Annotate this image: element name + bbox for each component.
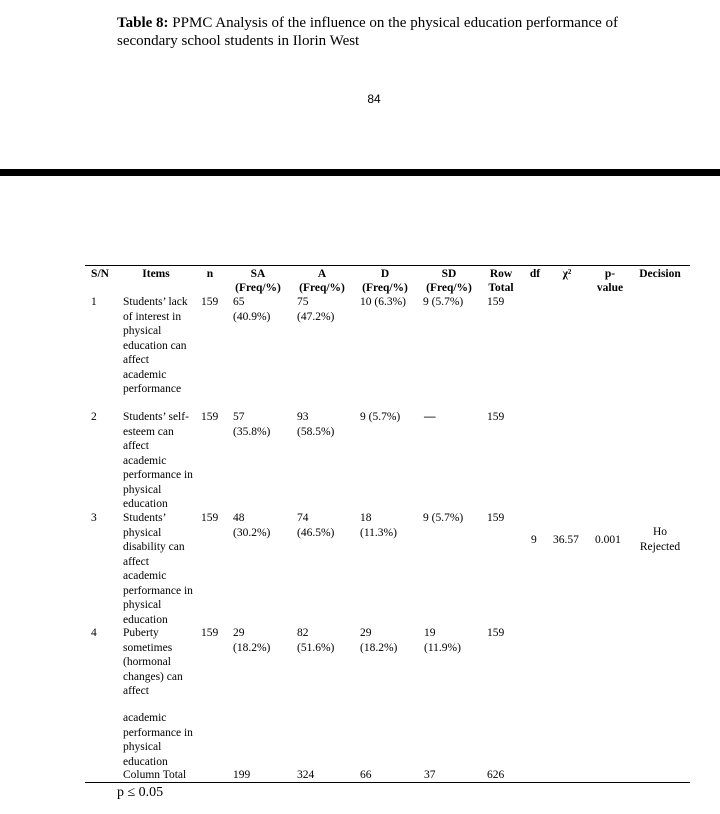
row-a: 82 bbox=[297, 627, 309, 639]
row-a: 74 bbox=[297, 512, 309, 524]
decision-line1: Ho bbox=[652, 526, 668, 538]
row-n: 159 bbox=[201, 627, 219, 639]
header-decision: Decision bbox=[639, 268, 681, 280]
row-total: 159 bbox=[487, 512, 505, 524]
stat-df: 9 bbox=[531, 534, 537, 546]
row-item: Students’ physical disability can affect academic performance in physical education bbox=[123, 512, 193, 626]
row-a: 75 bbox=[297, 296, 309, 308]
header-chi-square: χ² bbox=[562, 268, 572, 280]
column-total-d: 66 bbox=[360, 769, 372, 781]
row-item-part2: academic performance in physical education bbox=[123, 712, 193, 768]
header-row-total-sub: Total bbox=[488, 282, 514, 294]
header-p-value: p- bbox=[604, 268, 616, 280]
row-d: 18 bbox=[360, 512, 372, 524]
row-sn: 2 bbox=[91, 411, 97, 423]
header-row-total: Row bbox=[489, 268, 513, 280]
row-d-pct: (11.3%) bbox=[360, 527, 397, 539]
row-sa: 57 bbox=[233, 411, 245, 423]
row-sa-pct: (18.2%) bbox=[233, 642, 271, 654]
row-sa: 29 bbox=[233, 627, 245, 639]
row-a-pct: (58.5%) bbox=[297, 426, 335, 438]
decision-line2: Rejected bbox=[639, 541, 681, 553]
row-total: 159 bbox=[487, 411, 505, 423]
row-sd: — bbox=[424, 411, 436, 423]
header-sd: SD bbox=[441, 268, 457, 280]
row-a: 93 bbox=[297, 411, 309, 423]
row-d: 10 (6.3%) bbox=[360, 296, 406, 308]
row-item-part1: Puberty sometimes (hormonal changes) can affect bbox=[123, 627, 183, 697]
row-item: Students’ self-esteem can affect academic performance in physical education bbox=[123, 411, 193, 510]
row-n: 159 bbox=[201, 411, 219, 423]
row-total: 159 bbox=[487, 627, 505, 639]
row-item: Students’ lack of interest in physical education can affect academic performance bbox=[123, 296, 188, 395]
row-total: 159 bbox=[487, 296, 505, 308]
row-sa: 48 bbox=[233, 512, 245, 524]
page-break-bar bbox=[0, 169, 720, 176]
header-sd-sub: (Freq/%) bbox=[426, 282, 472, 294]
header-p-value-sub: value bbox=[596, 282, 624, 294]
header-a-sub: (Freq/%) bbox=[299, 282, 345, 294]
row-a-pct: (46.5%) bbox=[297, 527, 335, 539]
row-sn: 3 bbox=[91, 512, 97, 524]
header-sn: S/N bbox=[91, 268, 109, 280]
row-d: 29 bbox=[360, 627, 372, 639]
header-items: Items bbox=[142, 268, 170, 280]
table-top-rule bbox=[85, 265, 690, 266]
header-sa: SA bbox=[250, 268, 266, 280]
header-df: df bbox=[529, 268, 541, 280]
caption-text: PPMC Analysis of the influence on the physical education performance of secondary school students in Ilorin West bbox=[117, 15, 619, 49]
row-sd: 9 (5.7%) bbox=[423, 296, 464, 308]
row-d-pct: (18.2%) bbox=[360, 642, 398, 654]
row-a-pct: (47.2%) bbox=[297, 311, 335, 323]
table-caption bbox=[117, 14, 677, 50]
column-total-label: Column Total bbox=[123, 769, 187, 781]
column-total-sa: 199 bbox=[233, 769, 251, 781]
header-sa-sub: (Freq/%) bbox=[235, 282, 281, 294]
row-sd: 9 (5.7%) bbox=[423, 512, 464, 524]
row-sa-pct: (30.2%) bbox=[233, 527, 271, 539]
header-a: A bbox=[317, 268, 327, 280]
row-n: 159 bbox=[201, 512, 219, 524]
header-n: n bbox=[206, 268, 214, 280]
column-total-sd: 37 bbox=[424, 769, 436, 781]
page-number: 84 bbox=[367, 92, 381, 106]
row-n: 159 bbox=[201, 296, 219, 308]
stat-chi-square: 36.57 bbox=[553, 534, 579, 546]
row-sa-pct: (40.9%) bbox=[233, 311, 271, 323]
column-total-row-total: 626 bbox=[487, 769, 505, 781]
row-sa-pct: (35.8%) bbox=[233, 426, 271, 438]
row-sa: 65 bbox=[233, 296, 245, 308]
row-sd: 19 bbox=[424, 627, 436, 639]
row-sn: 1 bbox=[91, 296, 97, 308]
row-d: 9 (5.7%) bbox=[360, 411, 401, 423]
row-sd-pct: (11.9%) bbox=[424, 642, 461, 654]
caption-label: Table 8: bbox=[117, 15, 169, 31]
row-sn: 4 bbox=[91, 627, 97, 639]
significance-footnote: p ≤ 0.05 bbox=[117, 785, 164, 800]
header-d-sub: (Freq/%) bbox=[362, 282, 408, 294]
table-bottom-rule bbox=[85, 782, 690, 783]
stat-p-value: 0.001 bbox=[595, 534, 621, 546]
column-total-a: 324 bbox=[297, 769, 315, 781]
header-d: D bbox=[380, 268, 390, 280]
row-a-pct: (51.6%) bbox=[297, 642, 335, 654]
